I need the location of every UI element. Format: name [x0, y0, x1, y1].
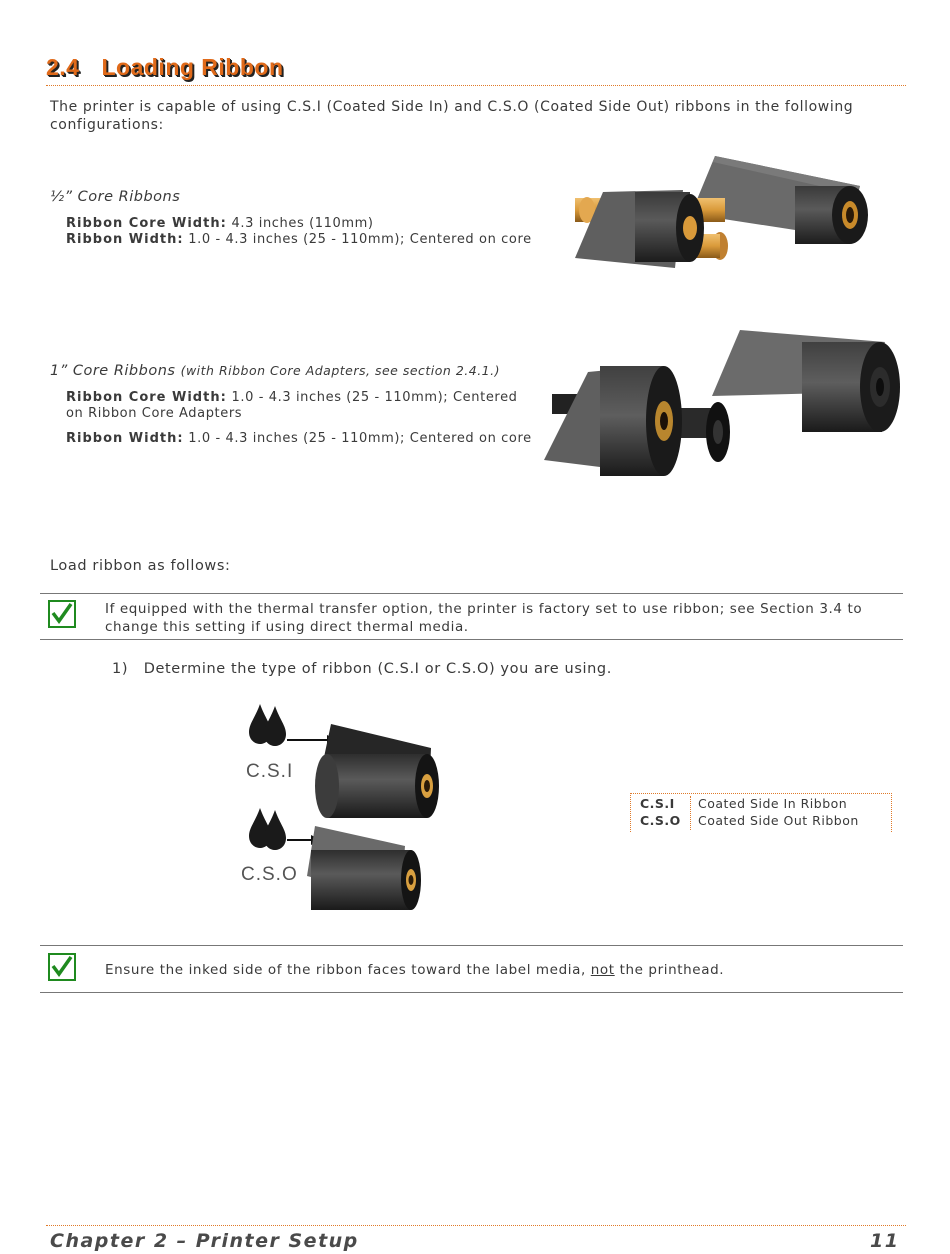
footer-chapter: Chapter 2 – Printer Setup — [50, 1230, 359, 1252]
core-width-label: Ribbon Core Width: — [66, 390, 227, 405]
core-width-value: 4.3 inches (110mm) — [231, 216, 374, 231]
legend-row-csi — [640, 795, 847, 812]
step-1 — [112, 660, 612, 678]
one-core-ribbon-illustration — [540, 322, 905, 487]
core-width-value: 1.0 - 4.3 inches (25 - 110mm); Centered — [231, 390, 518, 405]
ribbon-width-label: Ribbon Width: — [66, 431, 184, 446]
note2-text — [105, 961, 724, 979]
checkmark-icon — [48, 953, 76, 981]
one-core-ribbon-width — [66, 431, 532, 447]
legend-abbr: C.S.O — [640, 813, 681, 828]
heading-rule — [46, 85, 906, 86]
step-number: 1) — [112, 661, 129, 677]
half-core-ribbon-illustration — [565, 150, 885, 285]
cso-diagram-label: C.S.O — [241, 864, 298, 885]
note2-underlined: not — [590, 962, 615, 978]
core-width-label: Ribbon Core Width: — [66, 216, 227, 231]
one-core-heading-note: (with Ribbon Core Adapters, see section 2.4.1.) — [180, 363, 500, 378]
half-core-heading: ½” Core Ribbons — [50, 189, 181, 205]
note2-bottom-rule — [40, 992, 903, 993]
note2-before: Ensure the inked side of the ribbon faces toward the label media, — [105, 962, 591, 978]
note1-top-rule — [40, 593, 903, 594]
legend-row-cso — [640, 812, 859, 829]
legend-desc: Coated Side Out Ribbon — [698, 813, 859, 828]
one-core-core-width-line2: on Ribbon Core Adapters — [66, 406, 243, 421]
note1-line2: change this setting if using direct thermal media. — [105, 619, 469, 635]
one-core-core-width — [66, 390, 518, 406]
note1-bottom-rule — [40, 639, 903, 640]
intro-paragraph: The printer is capable of using C.S.I (Coated Side In) and C.S.O (Coated Side Out) ribbons in the following configurations: — [50, 99, 854, 133]
note2-top-rule — [40, 945, 903, 946]
ribbon-width-value: 1.0 - 4.3 inches (25 - 110mm); Centered on core — [188, 232, 532, 247]
note1-line1: If equipped with the thermal transfer option, the printer is factory set to use ribbon; see Section 3.4 to — [105, 601, 863, 617]
page-number: 11 — [870, 1230, 900, 1252]
one-core-heading-text: 1” Core Ribbons — [50, 363, 176, 379]
ribbon-width-value: 1.0 - 4.3 inches (25 - 110mm); Centered on core — [188, 431, 532, 446]
ink-drop-icon — [249, 704, 286, 746]
section-number: 2.4 — [46, 54, 80, 80]
csi-diagram-label: C.S.I — [246, 761, 294, 782]
csi-cso-diagram — [235, 700, 450, 922]
half-core-ribbon-width — [66, 232, 532, 248]
legend-desc: Coated Side In Ribbon — [698, 796, 848, 811]
ribbon-width-label: Ribbon Width: — [66, 232, 184, 247]
load-intro: Load ribbon as follows: — [50, 558, 231, 574]
footer-rule — [46, 1225, 906, 1226]
step-text: Determine the type of ribbon (C.S.I or C.S.O) you are using. — [143, 661, 612, 677]
section-title: Loading Ribbon — [101, 54, 284, 80]
ink-drop-icon — [249, 808, 286, 850]
note2-after: the printhead. — [614, 962, 725, 978]
half-core-core-width — [66, 216, 374, 232]
legend-abbr: C.S.I — [640, 796, 675, 811]
one-core-heading — [50, 363, 500, 379]
section-heading — [46, 54, 284, 81]
legend-divider — [690, 796, 691, 830]
checkmark-icon — [48, 600, 76, 628]
